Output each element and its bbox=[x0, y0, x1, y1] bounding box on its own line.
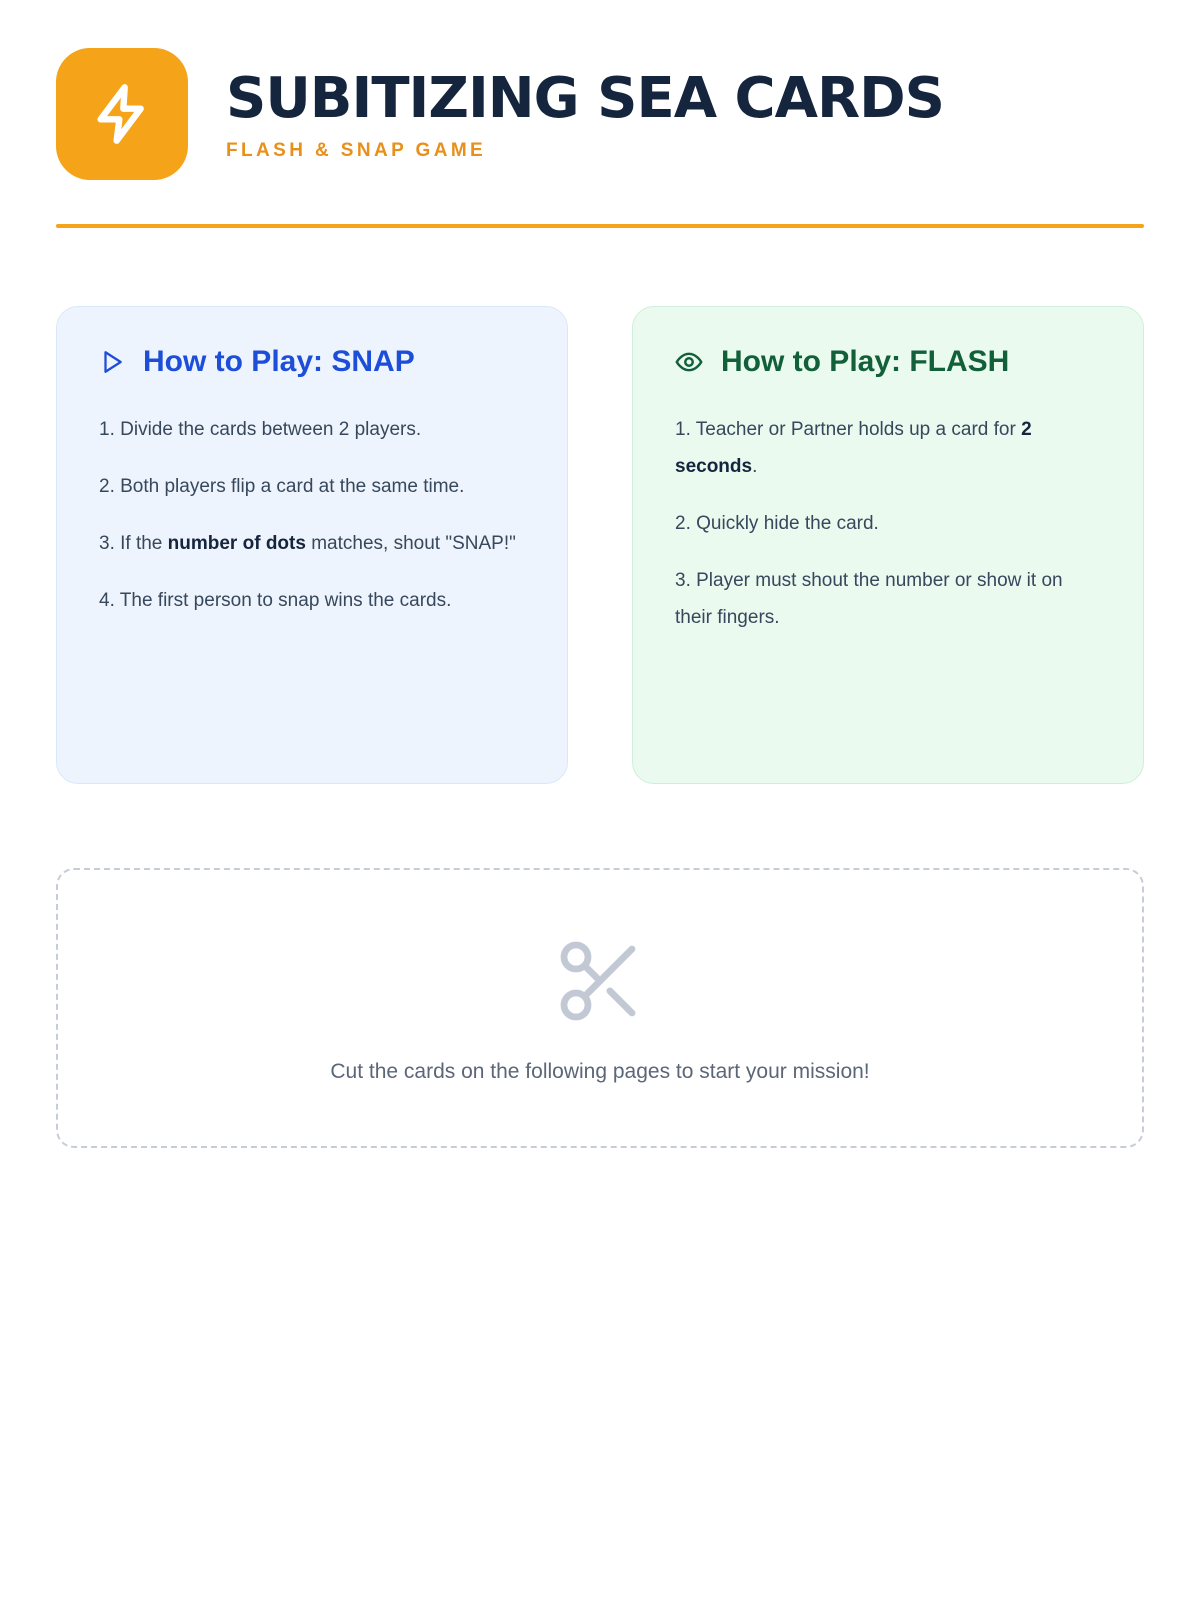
flash-card-header bbox=[675, 347, 1101, 377]
flash-step bbox=[675, 411, 1101, 485]
cut-instruction-banner bbox=[56, 868, 1144, 1148]
page-title: SUBITIZING SEA CARDS bbox=[226, 65, 944, 131]
snap-step bbox=[99, 582, 525, 619]
step-text-tail: matches, shout "SNAP!" bbox=[305, 533, 516, 555]
page-header bbox=[56, 0, 1144, 180]
step-text: 2. Quickly hide the card. bbox=[675, 513, 879, 535]
snap-step bbox=[99, 525, 525, 562]
title-block bbox=[226, 66, 944, 163]
step-text: 1. Teacher or Partner holds up a card for bbox=[675, 419, 1022, 440]
step-text: 3. If the bbox=[99, 533, 168, 555]
page-subtitle: FLASH & SNAP GAME bbox=[226, 140, 487, 162]
scissors-icon bbox=[552, 933, 648, 1034]
header-divider bbox=[56, 224, 1144, 228]
lightning-bolt-icon bbox=[90, 82, 154, 146]
instruction-cards bbox=[56, 306, 1144, 784]
snap-step bbox=[99, 468, 525, 505]
step-text: 2. Both players flip a card at the same time. bbox=[99, 476, 465, 498]
flash-step bbox=[675, 505, 1101, 542]
cut-instruction-text: Cut the cards on the following pages to start your mission! bbox=[330, 1059, 870, 1083]
step-text: 4. The first person to snap wins the cards. bbox=[99, 590, 452, 612]
step-emphasis: number of dots bbox=[167, 533, 306, 555]
step-text-tail: . bbox=[752, 456, 758, 478]
how-to-play-snap-card bbox=[56, 306, 568, 784]
how-to-play-flash-card bbox=[632, 306, 1144, 784]
snap-card-title: How to Play: SNAP bbox=[143, 345, 415, 378]
snap-card-header bbox=[99, 347, 525, 377]
step-text: 1. Divide the cards between 2 players. bbox=[99, 419, 422, 440]
logo-badge bbox=[56, 48, 188, 180]
step-text: 3. Player must shout the number or show it on their fingers. bbox=[675, 570, 1063, 629]
flash-card-title: How to Play: FLASH bbox=[721, 345, 1010, 378]
snap-step bbox=[99, 411, 525, 448]
step-emphasis: 2 seconds bbox=[675, 419, 1032, 478]
flash-step bbox=[675, 562, 1101, 636]
eye-icon bbox=[675, 348, 703, 376]
play-triangle-icon bbox=[99, 349, 125, 375]
